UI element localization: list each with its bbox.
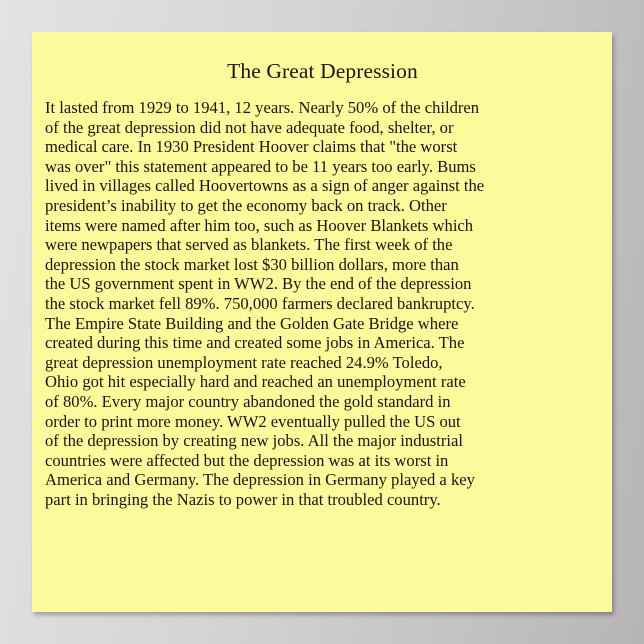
body-line: depression the stock market lost $30 billion dollars, more than: [45, 254, 459, 274]
body-line: lived in villages called Hoovertowns as a sign of anger against the: [45, 176, 485, 196]
body-line: created during this time and created some jobs in America. The: [45, 333, 465, 353]
body-line: of the great depression did not have adequate food, shelter, or: [45, 117, 454, 137]
body-line: was over" this statement appeared to be 11 years too early. Bums: [45, 156, 476, 176]
body-line: Ohio got hit especially hard and reached an unemployment rate: [45, 372, 466, 392]
poster-body: [45, 98, 600, 509]
body-line: The Empire State Building and the Golden Gate Bridge where: [45, 313, 459, 333]
body-line: president’s inability to get the economy back on track. Other: [45, 195, 447, 215]
poster-title: The Great Depression: [227, 59, 418, 83]
body-line: were newpapers that served as blankets. The first week of the: [45, 235, 453, 255]
body-line: part in bringing the Nazis to power in that troubled country.: [45, 489, 441, 509]
body-line: America and Germany. The depression in Germany played a key: [45, 470, 475, 490]
body-line: of the depression by creating new jobs. All the major industrial: [45, 431, 463, 451]
body-line: order to print more money. WW2 eventually pulled the US out: [45, 411, 461, 431]
body-line: medical care. In 1930 President Hoover claims that "the worst: [45, 137, 458, 157]
body-line: the US government spent in WW2. By the end of the depression: [45, 274, 472, 294]
poster: [32, 32, 612, 612]
body-line: the stock market fell 89%. 750,000 farmers declared bankruptcy.: [45, 293, 475, 313]
body-line: countries were affected but the depression was at its worst in: [45, 450, 449, 470]
body-line: of 80%. Every major country abandoned the gold standard in: [45, 391, 451, 411]
body-line: items were named after him too, such as Hoover Blankets which: [45, 215, 474, 235]
body-line: great depression unemployment rate reached 24.9% Toledo,: [45, 352, 443, 372]
body-line: It lasted from 1929 to 1941, 12 years. Nearly 50% of the children: [45, 98, 480, 117]
